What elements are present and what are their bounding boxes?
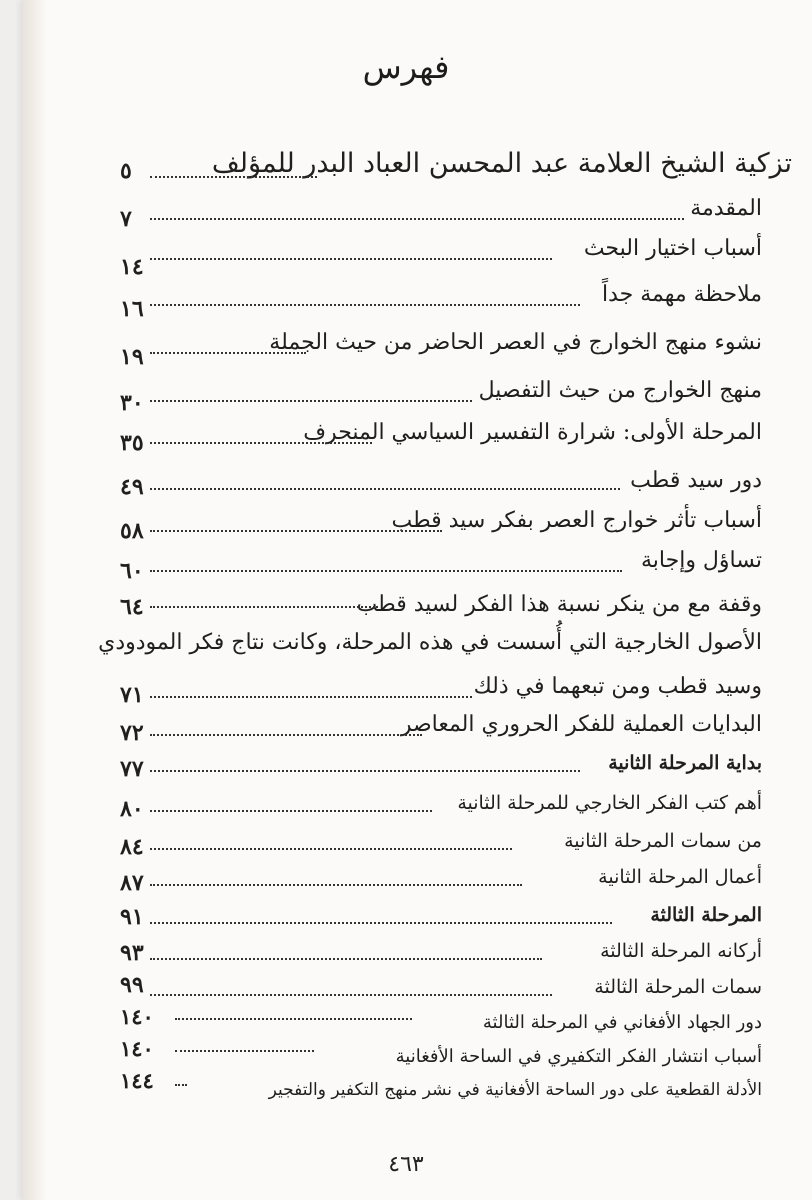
- toc-entry: [0, 752, 812, 792]
- toc-entry-leader: [150, 606, 378, 608]
- toc-entry-title: دور الجهاد الأفغاني في المرحلة الثالثة: [479, 1012, 762, 1033]
- toc-entry-title: سمات المرحلة الثالثة: [590, 976, 762, 998]
- toc-entry-page: ٣٠: [120, 390, 144, 416]
- toc-entry: [0, 468, 812, 508]
- toc-entry: [0, 420, 812, 460]
- toc-entry-page: ٨٧: [120, 870, 144, 896]
- toc-entry-leader: [150, 810, 432, 812]
- toc-entry-page: ٥: [120, 158, 132, 184]
- toc-entry-leader: [150, 258, 552, 260]
- toc-entry-page: ١٦: [120, 296, 144, 322]
- toc-entry-title: ملاحظة مهمة جداً: [598, 282, 762, 307]
- toc-entry: [0, 236, 812, 280]
- toc-entry-title: المرحلة الثالثة: [646, 904, 762, 926]
- toc-entry-leader: [150, 696, 472, 698]
- toc-entry: [0, 630, 812, 670]
- toc-entry-page: ٦٠: [120, 558, 144, 584]
- toc-entry-leader: [150, 958, 542, 960]
- toc-entry-title: أسباب انتشار الفكر التكفيري في الساحة الأفغانية: [392, 1046, 762, 1067]
- toc-entry: [0, 330, 812, 370]
- toc-entry: [0, 196, 812, 236]
- toc-entry-leader: [150, 884, 522, 886]
- toc-entry-title: دور سيد قطب: [626, 468, 762, 493]
- toc-entry-page: ١٤٠: [120, 1036, 154, 1061]
- toc-entry-leader: [150, 176, 317, 178]
- toc-entry-leader: [150, 770, 580, 772]
- toc-entry-title: أهم كتب الفكر الخارجي للمرحلة الثانية: [453, 792, 762, 814]
- toc-entry-title: من سمات المرحلة الثانية: [560, 830, 762, 852]
- page-number: ٤٦٣: [388, 1152, 424, 1177]
- toc-entry-page: ٧٧: [120, 756, 144, 782]
- toc-entry: [0, 282, 812, 322]
- toc-entry-page: ١٤: [120, 254, 144, 280]
- toc-entry-page: ٧١: [120, 682, 144, 708]
- toc-entry: [0, 792, 812, 832]
- toc-entry-page: ٨٤: [120, 834, 144, 860]
- toc-entry-leader: [150, 218, 684, 220]
- toc-entry-leader: [150, 530, 442, 532]
- toc-entry-page: ٧٢: [120, 720, 144, 746]
- toc-entry-leader: [150, 400, 472, 402]
- toc-entry-page: ١٤٤: [120, 1068, 154, 1093]
- toc-entry-title: بداية المرحلة الثانية: [604, 752, 762, 774]
- toc-entry-leader: [150, 304, 580, 306]
- page-title: فهرس: [362, 48, 450, 86]
- toc-entry-leader: [175, 1084, 187, 1086]
- toc-entry: [0, 508, 812, 548]
- toc-entry: [0, 904, 812, 944]
- toc-entry-title: الأدلة القطعية على دور الساحة الأفغانية في نشر منهج التكفير والتفجير: [265, 1080, 762, 1100]
- toc-entry: [0, 592, 812, 632]
- toc-entry-page: ٣٥: [120, 430, 144, 456]
- toc-entry-leader: [150, 848, 512, 850]
- toc-entry-title: الأصول الخارجية التي أُسست في هذه المرحلة، وكانت نتاج فكر المودودي: [94, 630, 762, 655]
- toc-entry-title: تساؤل وإجابة: [637, 548, 762, 573]
- toc-entry: [0, 712, 812, 752]
- toc-entry-title: أسباب تأثر خوارج العصر بفكر سيد قطب: [387, 508, 762, 533]
- toc-entry-page: ٥٨: [120, 518, 144, 544]
- toc-entry-page: ٩١: [120, 904, 144, 930]
- toc-entry-page: ٧: [120, 206, 132, 232]
- toc-entry-leader: [150, 352, 306, 354]
- toc-entry-page: ٩٩: [120, 972, 144, 998]
- toc-entry-title: المرحلة الأولى: شرارة التفسير السياسي المنحرف: [299, 420, 762, 445]
- toc-entry-title: وقفة مع من ينكر نسبة هذا الفكر لسيد قطب: [353, 592, 762, 617]
- toc-entry: [0, 674, 812, 714]
- toc-entry-page: ٤٩: [120, 474, 144, 500]
- toc-entry-leader: [150, 488, 620, 490]
- toc-entry: [0, 548, 812, 588]
- toc-entry-leader: [150, 570, 622, 572]
- toc-entry-title: المقدمة: [686, 196, 762, 221]
- toc-entry-title: أركانه المرحلة الثالثة: [596, 940, 762, 962]
- toc-entry-title: أعمال المرحلة الثانية: [594, 866, 762, 888]
- toc-entry-leader: [150, 994, 552, 996]
- toc-entry-title: أسباب اختيار البحث: [580, 236, 762, 261]
- toc-entry-leader: [150, 734, 422, 736]
- toc-entry-leader: [175, 1050, 314, 1052]
- toc-entry-page: ٦٤: [120, 594, 144, 620]
- toc-entry: [0, 378, 812, 418]
- toc-entry-leader: [175, 1018, 412, 1020]
- toc-entry-title: وسيد قطب ومن تبعهما في ذلك: [470, 674, 762, 699]
- toc-entry-leader: [150, 922, 612, 924]
- toc-entry-page: ١٤٠: [120, 1004, 154, 1029]
- toc-entry-title: البدايات العملية للفكر الحروري المعاصر: [397, 712, 762, 737]
- toc-entry: [0, 148, 812, 188]
- toc-entry-title: تزكية الشيخ العلامة عبد المحسن العباد البدر للمؤلف: [208, 148, 792, 179]
- toc-entry: [0, 830, 812, 870]
- toc-entry-title: نشوء منهج الخوارج في العصر الحاضر من حيث الجملة: [265, 330, 762, 355]
- toc-entry: [0, 1068, 812, 1120]
- toc-entry-leader: [150, 442, 372, 444]
- toc-entry-page: ٩٣: [120, 940, 144, 966]
- toc-entry-page: ١٩: [120, 344, 144, 370]
- toc-entry: [0, 866, 812, 906]
- toc-entry-page: ٨٠: [120, 796, 144, 822]
- toc-entry-title: منهج الخوارج من حيث التفصيل: [475, 378, 762, 403]
